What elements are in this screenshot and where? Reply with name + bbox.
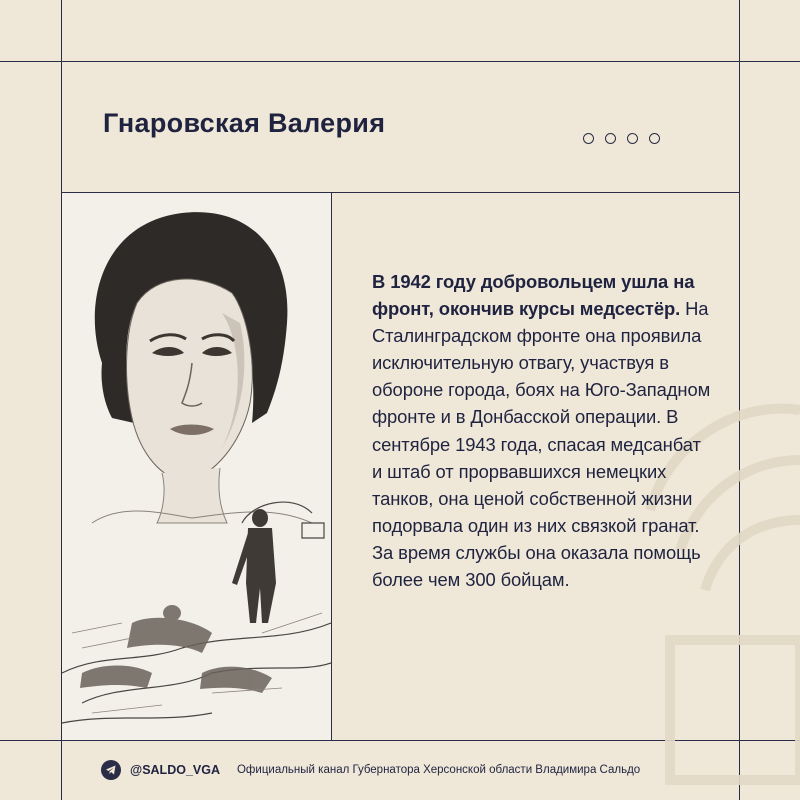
portrait-drawing (62, 193, 331, 740)
channel-description: Официальный канал Губернатора Херсонской области Владимира Сальдо (236, 764, 641, 776)
pagination-dot-3[interactable] (627, 133, 638, 144)
pagination-dot-4[interactable] (649, 133, 660, 144)
frame-line-top (0, 61, 800, 62)
telegram-icon[interactable] (101, 760, 121, 780)
channel-handle[interactable]: @SALDO_VGA (130, 763, 220, 777)
portrait-illustration (62, 193, 331, 740)
biography-rest: На Сталинградском фронте она проявила исключительную отвагу, участвуя в обороне города, боях на Юго-Западном фронте и в Донбасской операции. В сентябре 1943 года, спасая медсанбат и штаб от прорвавшихся немецких танков, она ценой собственной жизни подорвала один из них связкой гранат. За время службы она оказала помощь более чем 300 бойцам. (372, 298, 711, 591)
biography-lead: В 1942 году добровольцем ушла на фронт, окончив курсы медсестёр. (372, 271, 695, 320)
biography-text (372, 268, 712, 593)
footer (101, 759, 640, 781)
page-title: Гнаровская Валерия (103, 108, 386, 138)
pagination-dots (583, 133, 660, 144)
pagination-dot-2[interactable] (605, 133, 616, 144)
pagination-dot-1[interactable] (583, 133, 594, 144)
frame-line-photo-divider (331, 192, 332, 740)
